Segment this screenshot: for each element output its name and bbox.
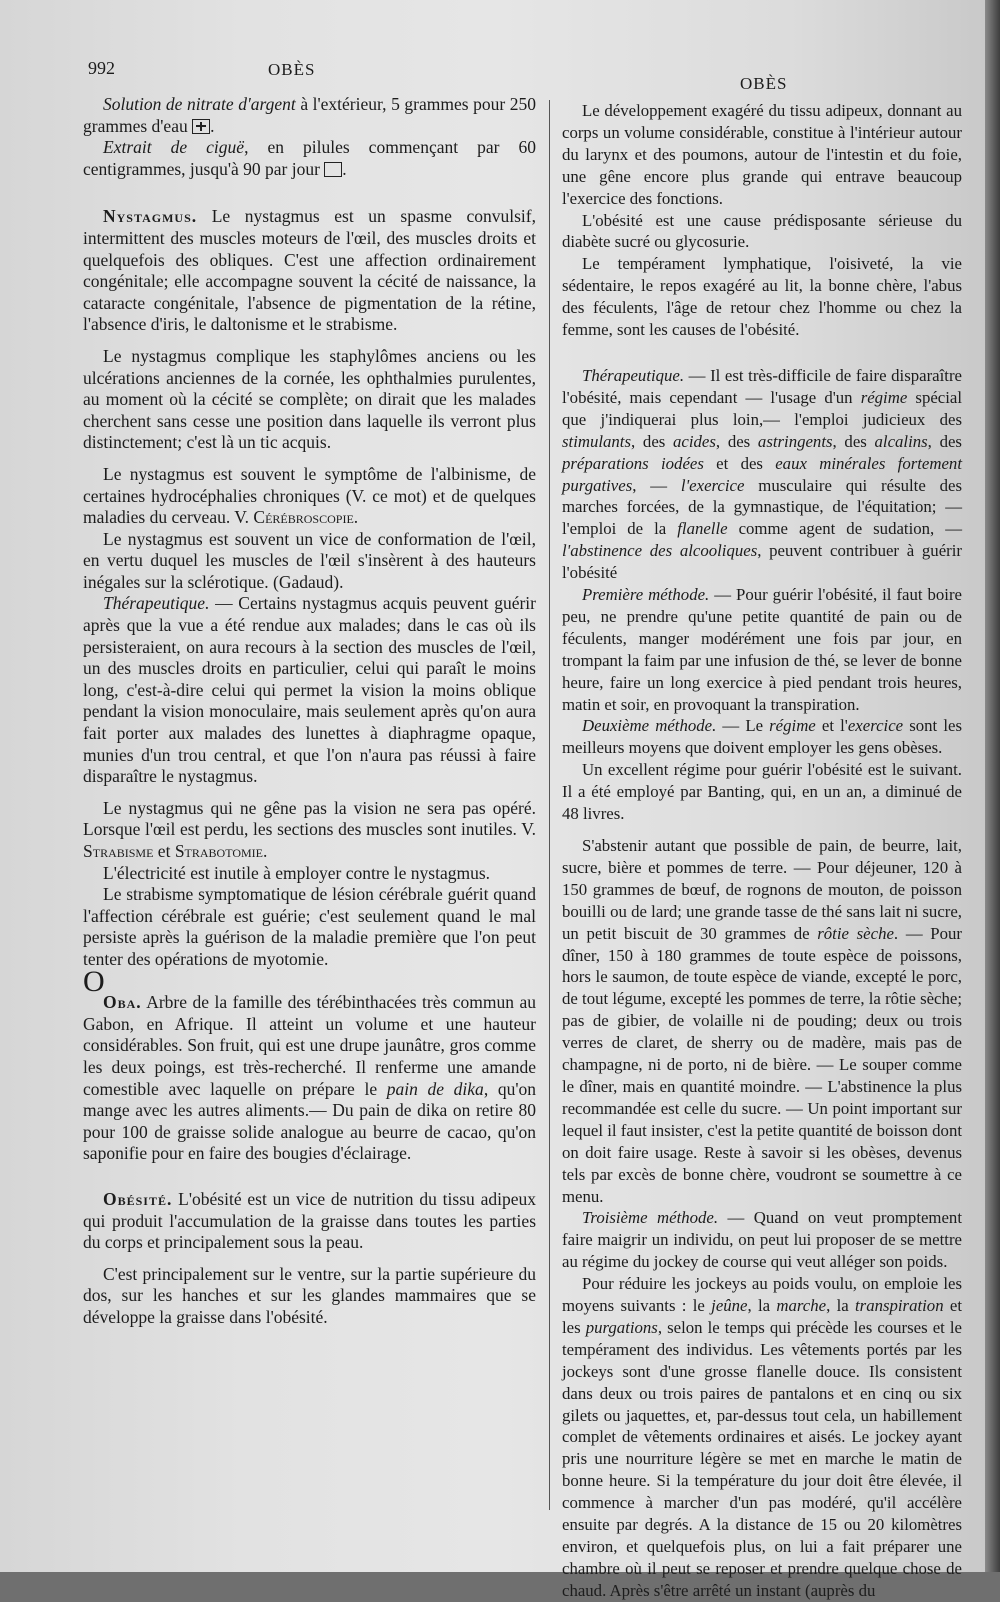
subsection-label: Thérapeutique. [582, 365, 685, 385]
italic-term: acides [673, 431, 716, 451]
italic-term: purgations [585, 1317, 658, 1337]
paragraph: Le nystagmus complique les staphylômes anciens ou les ulcérations anciennes de la cornée, les ophthalmies purulentes, au moment où la cécité se complète; on dirait que les malades cherchent sans cesse une position dans laquelle ils verront plus distinctement; c'est là un tic acquis. [83, 345, 536, 453]
regime-paragraph [562, 835, 962, 1207]
subsection-label: Deuxième méthode. [582, 716, 717, 736]
paragraph-text: — Certains nystagmus acquis peuvent guérir après que la vue a été rendue aux malades; dans le cas où ils persisteraient, on aura recours à la section des muscles de l'œil, un des muscles droits en particulier, celui qui paraît le moins long, c'est-à-dire celui qui permet la vision la moins oblique pendant la vision monoculaire, mais seulement après qu'on aura fait porter aux malades des lunettes à diaphragme opaque, munies d'un trou central, et que l'on n'aura pas réussi à faire disparaître le nystagmus. [83, 593, 536, 787]
text-run: , peuvent contribuer à guérir l'obésité [562, 541, 962, 583]
book-binding-edge [985, 0, 1000, 1572]
paragraph-text: — Quand on veut promptement faire maigrir un individu, on peut lui proposer de se mettre au régime du jockey de course qui veut alléger son poids. [562, 1208, 962, 1272]
cross-reference: Strabisme [83, 841, 154, 861]
paragraph-text: . — Pour dîner, 150 à 180 grammes de toute espèce de poissons, hors le saumon, de toute espèce de viande, excepté le porc, de tout légume, excepté les pommes de terre, la rôtie sèche; pas de gibier, de volaille ni de pouding; deux ou trois verres de claret, de sherry ou de madère, mais pas de champagne, ni de porto, ni de bière. — Le souper comme le dîner, mais en quantité moindre. — L'abstinence la plus recommandée est celle du sucre. — Un point important sur lequel il faut insister, c'est la petite quantité de boisson dont on doit faire usage. Reste à savoir si les obèses, devenus tels par excès de bonne chère, voudront se soumettre à ce menu. [562, 923, 963, 1206]
remedy-name: Extrait de ciguë [103, 137, 245, 158]
remedy-paragraph: Extrait de ciguë, en pilules commençant par 60 centigrammes, jusqu'à 90 par jour . [83, 137, 536, 179]
text-run: , des [715, 431, 758, 451]
paragraph: Le strabisme symptomatique de lésion cérébrale guérit quand l'affection cérébrale est guérie; c'est seulement quand le mal persiste après la guérison de la maladie première que l'on peut tenter des opérations de myotomie. [83, 884, 536, 969]
paragraph: Le tempérament lymphatique, l'oisiveté, la vie sédentaire, le repos exagéré au lit, la bonne chère, l'abus des féculents, l'âge de retour chez l'homme ou chez la femme, sont les causes de l'obésité. [562, 254, 962, 340]
section-letter: O [83, 964, 105, 998]
remedy-name: Solution de nitrate d'argent [103, 94, 296, 114]
entry-heading: Oba. [103, 992, 142, 1013]
paragraph-text: et [153, 841, 175, 861]
cross-reference: Cérébroscopie. [253, 507, 359, 528]
italic-term: flanelle [677, 519, 728, 539]
right-running-title: OBÈS [740, 74, 788, 93]
oba-entry [83, 992, 536, 1165]
obesite-entry [83, 1189, 536, 1254]
paragraph: L'obésité est une cause prédisposante sérieuse du diabète sucré ou glycosurie. [562, 210, 962, 252]
left-running-title: OBÈS [268, 60, 316, 79]
jockeys-paragraph [562, 1273, 962, 1602]
text-run: sont les meilleurs moyens que doivent employer les gens obèses. [562, 716, 962, 758]
paragraph: Le nystagmus est souvent un vice de conformation de l'œil, en vertu duquel les muscles de l'œil s'insèrent à des hauteurs inégales sur la sclérotique. (Gadaud). [83, 528, 536, 592]
text-run: , des [927, 431, 962, 451]
paragraph-text: Le nystagmus qui ne gêne pas la vision ne sera pas opéré. Lorsque l'œil est perdu, les sections des muscles sont inutiles. V. [83, 797, 536, 840]
entry-text: Arbre de la famille des térébinthacées très commun au Gabon, en Afrique. Il atteint un volume et une hauteur considérables. Son fruit, qui est une drupe jaunâtre, gros comme les deux poings, est très-recherché. Il renferme une amande comestible avec laquelle on prépare le [83, 992, 536, 1099]
text-run: Pour réduire les jockeys au poids voulu, on emploie les moyens suivants : le [562, 1274, 962, 1316]
paragraph [83, 464, 536, 529]
left-column [83, 94, 536, 1328]
text-run: musculaire qui résulte des marches forcées, de la gymnastique, de l'équitation; — l'emploi de la [562, 475, 963, 539]
italic-term: jeûne [711, 1296, 748, 1316]
italic-term: transpiration [855, 1296, 944, 1316]
premiere-methode [562, 584, 962, 715]
entry-text: L'obésité est un vice de nutrition du tissu adipeux qui produit l'accumulation de la graisse dans toutes les parties du corps et principalement sous la peau. [83, 1188, 536, 1253]
italic-term: astringents [757, 431, 833, 451]
paragraph [83, 593, 536, 787]
italic-term: rôtie sèche [817, 923, 894, 943]
right-column [562, 100, 962, 1602]
italic-term: pain de dika [386, 1078, 484, 1099]
subsection-label: Première méthode. [582, 585, 710, 605]
paragraph: Le développement exagéré du tissu adipeux, donnant au corps un volume considérable, constitue à l'intérieur autour du larynx et des poumons, autour de l'intestin et du foie, une gêne encore plus grande qui entrave beaucoup l'exercice des fonctions. [562, 101, 962, 208]
deuxieme-methode [562, 715, 962, 759]
italic-term: marche [776, 1296, 827, 1316]
text-run: — Le [716, 716, 770, 736]
page-number: 992 [88, 58, 115, 78]
cross-reference: Strabotomie. [174, 841, 268, 861]
therapeutique-paragraph [562, 365, 962, 584]
text-run: comme agent de sudation, — [727, 519, 962, 539]
text-run: — Il est très-difficile de faire disparaître l'obésité, mais cependant — l'usage d'un [562, 365, 962, 407]
italic-term: préparations iodées [562, 453, 704, 473]
paragraph-text: Le nystagmus est souvent le symptôme de l'albinisme, de certaines hydrocéphalies chroniques (V. ce mot) et de quelques maladies du cerveau. V. [83, 463, 536, 528]
remedy-paragraph: Solution de nitrate d'argent à l'extérieur, 5 grammes pour 250 grammes d'eau . [83, 94, 536, 136]
paragraph-text: — Pour guérir l'obésité, il faut boire peu, ne prendre qu'une petite quantité de pain ou de féculents, manger modérément une fois par jour, en trompant la faim par une infusion de thé, se lever de bonne heure, faire un long exercice à pied pendant trois heures, matin et soir, en provoquant la transpiration. [562, 585, 962, 714]
italic-term: régime [860, 387, 908, 407]
italic-term: l'exercice [680, 475, 745, 495]
remedy-text: à l'extérieur, 5 grammes pour 250 grammes d'eau [83, 94, 536, 136]
entry-text: Le nystagmus est un spasme convulsif, intermittent des muscles moteurs de l'œil, des muscles droits et quelquefois des obliques. C'est une affection ordinairement congénitale; elle accompagne souvent la cécité de naissance, la cataracte congénitale, l'absence de pigmentation de la rétine, l'absence d'iris, le daltonisme et le strabisme. [83, 206, 536, 335]
italic-term: eaux minérales fortement purgatives [562, 453, 962, 495]
text-run: , des [832, 431, 875, 451]
subsection-label: Thérapeutique. [103, 593, 210, 614]
paragraph-text: S'abstenir autant que possible de pain, de beurre, lait, sucre, bière et pommes de terre. — Pour déjeuner, 120 à 150 grammes de bœuf, de rognons de mouton, de poisson bouilli ou de lard; une grande tasse de thé sans lait ni sucre, un petit biscuit de 30 grammes de [562, 836, 962, 943]
paragraph: Un excellent régime pour guérir l'obésité est le suivant. Il a été employé par Banting, qui, en un an, a diminué de 48 livres. [562, 760, 962, 824]
italic-term: alcalins [874, 431, 928, 451]
empty-box-icon [324, 162, 342, 177]
italic-term: régime [769, 716, 816, 736]
subsection-label: Troisième méthode. [582, 1208, 719, 1228]
paragraph [83, 798, 536, 863]
text-run: et des [703, 453, 776, 473]
entry-text: , qu'on mange avec les autres aliments.— Du pain de dika on retire 80 pour 100 de graisse solide analogue au beurre de cacao, qu'on saponifie pour en faire des bougies d'éclairage. [83, 1078, 536, 1164]
paragraph: C'est principalement sur le ventre, sur la partie supérieure du dos, sur les hanches et sur les glandes mammaires que se développe la graisse dans l'obésité. [83, 1263, 536, 1327]
paragraph: L'électricité est inutile à employer contre le nystagmus. [103, 862, 491, 883]
text-run: , la [826, 1296, 855, 1316]
column-divider [549, 100, 550, 1510]
nystagmus-entry [83, 206, 536, 336]
troisieme-methode [562, 1207, 962, 1273]
text-run: et l' [815, 716, 848, 736]
text-run: , des [631, 431, 674, 451]
italic-term: l'abstinence des alcooliques [562, 541, 758, 561]
text-run: , — [632, 475, 681, 495]
entry-heading: Nystagmus. [103, 206, 198, 227]
entry-heading: Obésité. [103, 1188, 173, 1209]
remedy-text: , en pilules commençant par 60 centigrammes, jusqu'à 90 par jour [83, 137, 536, 179]
italic-term: stimulants [562, 431, 632, 451]
text-run: , selon le temps qui précède les courses et le tempérament des individus. Les vêtements portés par les jockeys sont d'une grosse flanelle douce. Ils consistent dans deux ou trois paires de pantalons et en cinq ou six gilets ou jaquettes, et, par-dessus tout cela, un habillement complet de vêtements ordinaires et aisés. Le jockey ayant pris une nourriture légère se met en marche le matin de bonne heure. Si la température du jour doit être élevée, il commence à marcher d'un pas modéré, qu'il accélère ensuite par degrés. A la distance de 15 ou 20 kilomètres environ, et quelquefois plus, on lui a fait préparer une chambre où il peut se reposer et prendre quelque chose de chaud. Après s'être arrêté un instant (auprès du [562, 1317, 963, 1600]
text-run: spécial que j'indiquerai plus loin,— l'emploi judicieux des [562, 387, 963, 429]
italic-term: exercice [847, 716, 904, 736]
text-run: , la [747, 1296, 777, 1316]
text-run: et les [562, 1296, 962, 1337]
boxed-plus-icon [192, 119, 210, 134]
